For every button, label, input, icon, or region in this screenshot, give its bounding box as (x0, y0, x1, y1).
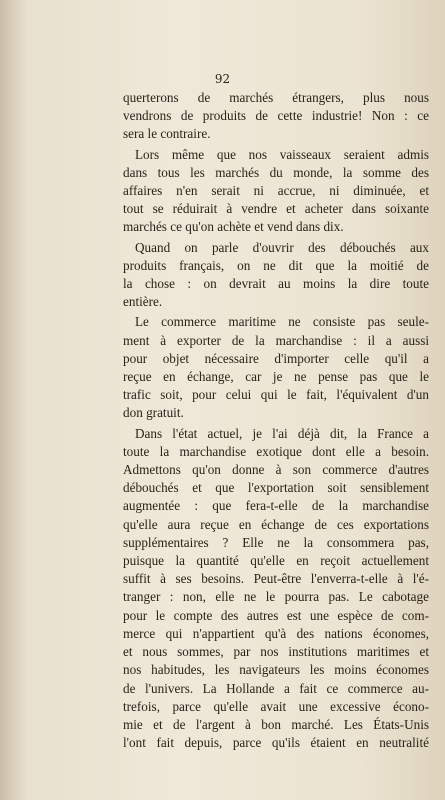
text-line: produits français, on ne dit que la moitié de (123, 257, 429, 273)
text-line: qu'elle aura reçue en échange de ces exportations (123, 516, 429, 532)
text-line: trefois, parce qu'elle avait une excessive écono- (123, 698, 429, 714)
text-line: supplémentaires ? Elle ne la consommera pas, (123, 534, 429, 550)
text-line: Le commerce maritime ne consiste pas seule- (135, 314, 429, 330)
text-line: Lors même que nos vaisseaux seraient admis (135, 146, 429, 162)
text-line: Dans l'état actuel, je l'ai déjà dit, la France a (135, 425, 429, 441)
body-text (123, 89, 429, 754)
text-line: vendrons de produits de cette industrie! Non : ce (123, 108, 429, 124)
text-line: dans tous les marchés du monde, la somme des (123, 164, 429, 180)
text-line: marchés ce qu'on achète et vend dans dix. (123, 219, 344, 235)
paragraph-4 (123, 313, 429, 422)
text-line: Quand on parle d'ouvrir des débouchés aux (135, 239, 429, 255)
text-line: mie et de l'argent à bon marché. Les États-Unis (123, 716, 429, 732)
text-line: merce qui n'appartient qu'à des nations économes, (123, 625, 429, 641)
paragraph-2 (123, 146, 429, 237)
text-line: reçue en échange, car je ne pense pas que le (123, 369, 429, 385)
text-line: puisque la quantité qu'elle en reçoit actuellement (123, 553, 429, 569)
page-number: 92 (214, 72, 231, 86)
text-line: pour le compte des autres est une espèce de com- (123, 607, 429, 623)
text-line: augmentée : que fera-t-elle de la marchandise (123, 498, 429, 514)
text-line: trafic soit, pour celui qui le fait, l'équivalent d'un (123, 387, 429, 403)
text-line: et nous sommes, par nos institutions maritimes et (123, 644, 429, 660)
text-line: affaires n'en serait ni accrue, ni diminuée, et (123, 183, 429, 199)
text-line: don gratuit. (123, 405, 184, 421)
paragraph-3 (123, 239, 429, 312)
paragraph-1 (123, 89, 429, 144)
text-line: pour objet nécessaire d'importer celle qu'il a (123, 350, 429, 366)
text-line: Admettons qu'on donne à son commerce d'autres (123, 462, 429, 478)
text-line: la chose : on devrait au moins la dire toute (123, 276, 429, 292)
text-line: tranger : non, elle ne le pourra pas. Le cabotage (123, 589, 429, 605)
text-line: débouchés et que l'exportation soit sensiblement (123, 480, 429, 496)
text-line: l'ont fait depuis, parce qu'ils étaient en neutralité (123, 735, 429, 751)
text-line: entière. (123, 294, 163, 310)
text-line: toute la marchandise exotique dont elle a besoin. (123, 443, 429, 459)
text-line: de l'univers. La Hollande a fait ce commerce au- (123, 680, 429, 696)
text-line: tout se réduirait à vendre et acheter dans soixante (123, 201, 429, 217)
text-line: nos habitudes, les navigateurs les moins économes (123, 662, 429, 678)
text-line: ment à exporter de la marchandise : il a aussi (123, 332, 429, 348)
text-line: sera le contraire. (123, 126, 211, 142)
paragraph-5 (123, 425, 429, 753)
text-line: querterons de marchés étrangers, plus nous (123, 90, 429, 105)
text-line: suffit à ses besoins. Peut-être l'enverra-t-elle à l'é- (123, 571, 429, 587)
